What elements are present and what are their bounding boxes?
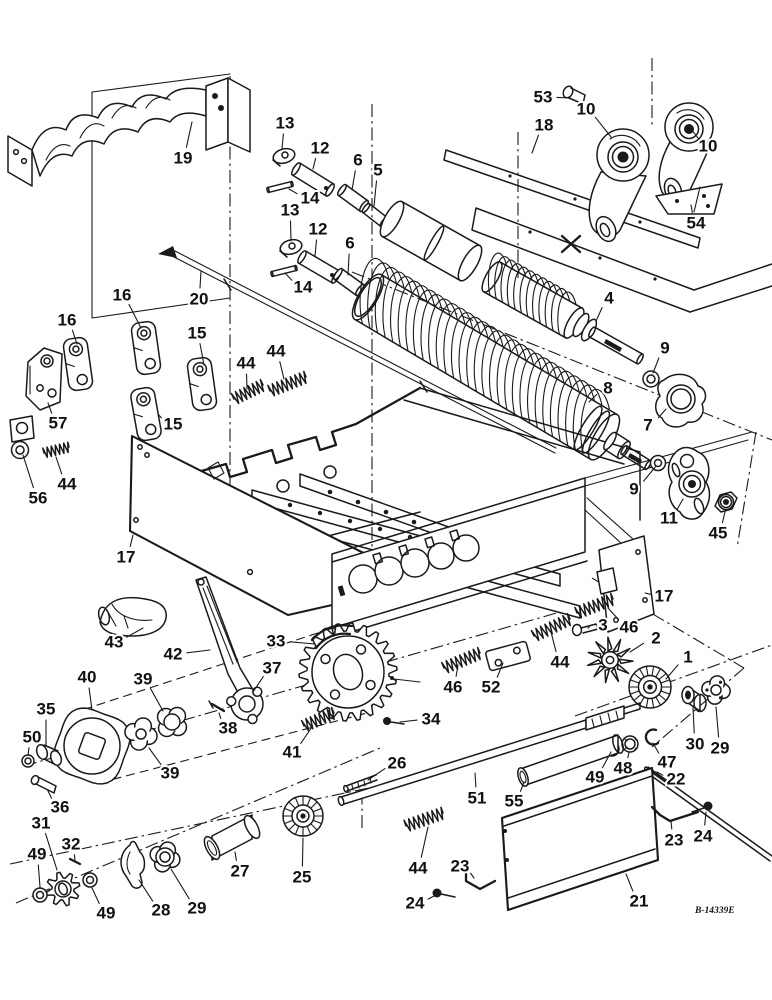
part-1-bevel-gear [647,684,652,689]
callout-label-12: 12 [308,219,328,239]
callout-label-41: 41 [282,742,302,762]
callout-label-24: 24 [405,893,425,913]
callout-leader-44 [551,632,556,652]
callout-leader-39 [150,688,163,711]
part-8-drum-flute [505,344,534,409]
part-31-sprocket [46,872,79,905]
callout-label-33: 33 [266,631,286,651]
callout-label-40: 40 [77,667,97,687]
part-24-bolt-left [433,889,456,898]
callout-label-47: 47 [657,752,677,772]
part-8-drum-flute [558,376,587,441]
part-2-paddle-wheel-paddle [617,649,630,657]
part-48-bushing [622,736,638,752]
callout-label-7: 7 [643,415,653,435]
callout-label-37: 37 [262,658,282,678]
drawing-code: B-14339E [695,906,735,916]
spring-coil [531,614,570,641]
callout-label-13: 13 [275,113,295,133]
callout-leader-27 [235,852,236,860]
part-2-paddle-wheel-paddle [617,664,628,673]
callout-leader-45 [722,512,725,523]
callout-label-1: 1 [683,647,693,667]
callout-leader-29 [716,707,719,737]
ring [570,403,606,452]
callout-label-6: 6 [345,233,355,253]
spring-coil [404,807,443,831]
callout-leader-13 [282,134,283,149]
callout-leader-44 [247,374,248,389]
part-3-bolt [573,624,599,636]
callout-leader-56 [23,455,33,488]
part-14-pin-upper [267,182,292,193]
callout-label-10: 10 [698,136,718,156]
callout-leader-23 [471,873,474,878]
callout-label-46: 46 [443,677,463,697]
part-39-cam-b [163,713,181,731]
callout-label-44: 44 [266,341,286,361]
callout-leader-48 [628,752,629,758]
callout-label-16: 16 [112,285,132,305]
callout-leader-3 [588,627,589,628]
part-8-drum-flute [459,317,488,382]
part-8-drum-flute [512,349,541,414]
callout-label-23: 23 [664,830,684,850]
part-4-fluted-section-flute [533,278,551,320]
part-15-clip-a [186,357,217,412]
part-56-clip [10,416,34,459]
part-8-drum-flute [451,313,480,378]
callout-label-55: 55 [504,791,524,811]
callout-label-26: 26 [387,753,407,773]
callout-leader-53 [557,97,570,98]
callout-leader-9 [653,358,659,373]
hole [324,186,328,190]
callout-leader-32 [74,855,75,860]
part-4-fluted-section-flute [520,271,538,313]
callout-label-51: 51 [467,788,487,808]
part-4-fluted-section-flute [507,264,525,306]
callout-label-17: 17 [116,547,136,567]
callout-label-12: 12 [310,138,330,158]
callout-leader-44 [280,362,284,379]
part-4-fluted-section-flute [501,260,519,302]
callout-label-50: 50 [22,727,42,747]
callout-label-3: 3 [598,615,608,635]
spring-coil [231,380,263,404]
part-4-fluted-section-flute [545,285,563,327]
part-4-fluted-section-flute [539,281,557,323]
callout-label-6: 6 [353,150,363,170]
callout-label-30: 30 [685,734,705,754]
callout-label-20: 20 [189,289,209,309]
callout-label-44: 44 [236,353,256,373]
part-13-clamp-upper [272,146,297,166]
part-29-hole [705,688,708,691]
part-8-drum-flute [413,290,442,355]
callout-label-36: 36 [50,797,70,817]
callout-label-42: 42 [163,644,183,664]
spring-coil [268,371,306,395]
part-8-drum-flute [474,326,503,391]
part-29-hole [719,681,722,684]
part-23-hook-right [652,807,698,821]
part-14-pin-lower-end [271,271,274,276]
callout-leader-2 [630,643,644,652]
part-37-lug [227,697,236,706]
callout-leader-21 [626,874,633,891]
small-cylinders [267,162,389,297]
callout-label-31: 31 [31,813,51,833]
callout-leader-51 [475,773,476,787]
part-19-scalloped-strip [8,78,250,186]
callout-leader-17 [130,535,133,547]
callout-leader-28 [139,880,153,901]
part-7-bearing-flange [656,374,706,427]
part-50-washer [22,755,34,767]
callout-label-21: 21 [629,891,649,911]
part-8-drum-flute [436,304,465,369]
callout-leader-50 [28,748,29,755]
part-9-washer-upper [643,371,659,387]
part-52-bracket [485,641,531,671]
callout-label-38: 38 [218,718,238,738]
callout-leader-42 [187,650,210,653]
callout-leader-23 [671,821,672,829]
callout-leader-49 [38,865,40,887]
callout-label-9: 9 [660,338,670,358]
part-36-pin [30,774,56,793]
part-8-drum-flute [543,367,572,432]
part-8-drum-flute [421,295,450,360]
callout-label-15: 15 [163,414,183,434]
callout-label-8: 8 [603,378,613,398]
callout-label-24: 24 [693,826,713,846]
part-57-bracket [26,348,62,410]
part-6-bushing-upper-end [336,183,347,196]
callout-leader-34 [400,720,417,722]
part-2-paddle-wheel-paddle [605,669,609,682]
part-4-shaft-end [636,353,645,365]
callout-leader-14 [285,273,292,280]
callout-label-11: 11 [660,508,678,528]
callout-label-18: 18 [534,115,554,135]
callout-label-14: 14 [300,188,320,208]
callout-label-49: 49 [27,844,47,864]
callout-leader-44 [421,827,428,857]
callout-label-45: 45 [708,523,728,543]
part-42-link [196,577,252,700]
part-16-clip-a [130,321,161,376]
part-22-shaft [644,766,772,861]
part-8-drum [355,275,618,460]
part-2-paddle-wheel-paddle [588,652,601,658]
callout-label-46: 46 [619,617,639,637]
callout-leader-26 [368,769,385,780]
part-2-paddle-wheel [602,652,619,669]
part-2-paddle-wheel-paddle [612,668,619,681]
part-4-fluted-section-flute [526,274,544,316]
callout-leader-6 [348,254,349,275]
callout-leader-4 [596,308,602,321]
part-2-paddle-wheel-paddle [619,659,633,663]
callout-label-28: 28 [151,900,171,920]
part-14-pin-lower-end [295,265,298,270]
part-15-clip-b [130,386,163,441]
callout-label-13: 13 [280,200,300,220]
part-8-drum-flute [391,277,420,342]
callout-label-44: 44 [408,858,428,878]
part-9-washer-lower [651,456,666,471]
callout-label-54: 54 [686,213,706,233]
spring-coil [442,648,480,673]
part-8-drum-flute [490,335,519,400]
callout-label-25: 25 [292,867,312,887]
part-45-lock-nut [715,492,737,512]
callout-label-14: 14 [293,277,313,297]
callout-label-49: 49 [585,767,605,787]
part-8-drum-flute [535,362,564,427]
part-4-fluted-section-flute [514,267,532,309]
callout-label-23: 23 [450,856,470,876]
callout-leader-12 [313,158,316,169]
part-12-tube-upper-end [324,183,336,198]
callout-label-32: 32 [61,834,81,854]
part-28-clip [121,841,144,888]
part-12-tube-upper-end [290,162,302,177]
part-8-drum-flute [383,272,412,337]
part-8-drum-flute [497,340,526,405]
callout-leader-6 [352,171,355,190]
part-14-pin-upper-end [291,181,294,186]
callout-leader-19 [186,122,192,147]
callout-leader-20 [200,271,201,288]
callout-label-34: 34 [421,709,441,729]
part-6-bushing-lower-end [332,267,343,280]
part-2-paddle-wheel-paddle [608,637,612,651]
part-21-shield-panel [502,768,658,910]
drum-seam [422,225,447,262]
callout-leader-33 [290,642,315,644]
callout-label-9: 9 [629,479,639,499]
callout-label-29: 29 [710,738,730,758]
part-8-drum-flute [482,331,511,396]
callout-leader-25 [302,838,303,866]
callout-label-4: 4 [604,288,614,308]
callout-label-56: 56 [28,488,48,508]
part-38-pin [209,701,224,711]
part-14-pin-lower [271,266,296,277]
part-8-drum-flute [528,358,557,423]
callout-leader-1 [666,665,678,679]
part-8-drum-flute [467,322,496,387]
callout-label-43: 43 [104,632,124,652]
callout-label-19: 19 [173,148,193,168]
callout-label-27: 27 [230,861,250,881]
part-43-shoe [97,598,166,636]
callout-label-15: 15 [187,323,207,343]
callout-leader-12 [315,240,317,256]
callout-leader-31 [46,833,58,870]
callout-label-44: 44 [550,652,570,672]
callout-leader-5 [374,181,377,206]
part-4-smooth-drum-end [454,242,486,284]
part-27-spacer-tube [201,813,262,861]
callout-label-44: 44 [57,474,77,494]
part-37-lug [253,687,262,696]
callout-label-29: 29 [187,898,207,918]
part-2-paddle-wheel-paddle [588,660,602,666]
callout-label-16: 16 [57,310,77,330]
callout-label-17: 17 [654,586,674,606]
part-40-drive-hub [54,708,130,784]
part-25-bevel-gear [300,813,305,818]
callout-label-39: 39 [160,763,180,783]
callout-label-39: 39 [133,669,153,689]
part-4-smooth-drum-end [376,198,408,240]
callout-label-10: 10 [576,99,596,119]
part-2-paddle-wheel-paddle [613,640,621,652]
callout-leader-18 [532,135,539,153]
part-8-drum-flute [520,353,549,418]
part-47-snap-ring [646,730,658,745]
callout-leader-39 [149,748,161,765]
callout-leader-10 [595,117,611,137]
part-2-paddle-wheel-paddle [596,642,606,654]
callout-label-49: 49 [96,903,116,923]
callout-label-53: 53 [533,87,553,107]
callout-label-35: 35 [36,699,56,719]
callout-label-22: 22 [666,769,686,789]
callout-label-48: 48 [613,758,633,778]
callout-leader-44 [56,457,62,474]
part-2-paddle-wheel-paddle [594,666,605,677]
callout-leader-40 [89,688,92,710]
callout-label-5: 5 [373,160,383,180]
part-14-pin-upper-end [267,187,270,192]
callout-leader-24 [428,895,436,899]
callout-label-57: 57 [48,413,68,433]
callout-leader-29 [171,869,189,899]
part-39-cam-a [132,725,150,743]
callout-leader-49 [92,888,99,903]
part-16-clip-b [62,337,93,392]
part-8-drum-flute [406,286,435,351]
part-37-lug [248,715,257,724]
callout-leader-13 [291,221,292,241]
part-23-hook-left [466,872,495,889]
spring-coil [43,442,69,457]
part-29-hole [719,696,722,699]
callout-leader-14 [289,189,297,194]
part-8-drum-flute [398,281,427,346]
callout-label-52: 52 [481,677,501,697]
callout-label-2: 2 [651,628,661,648]
